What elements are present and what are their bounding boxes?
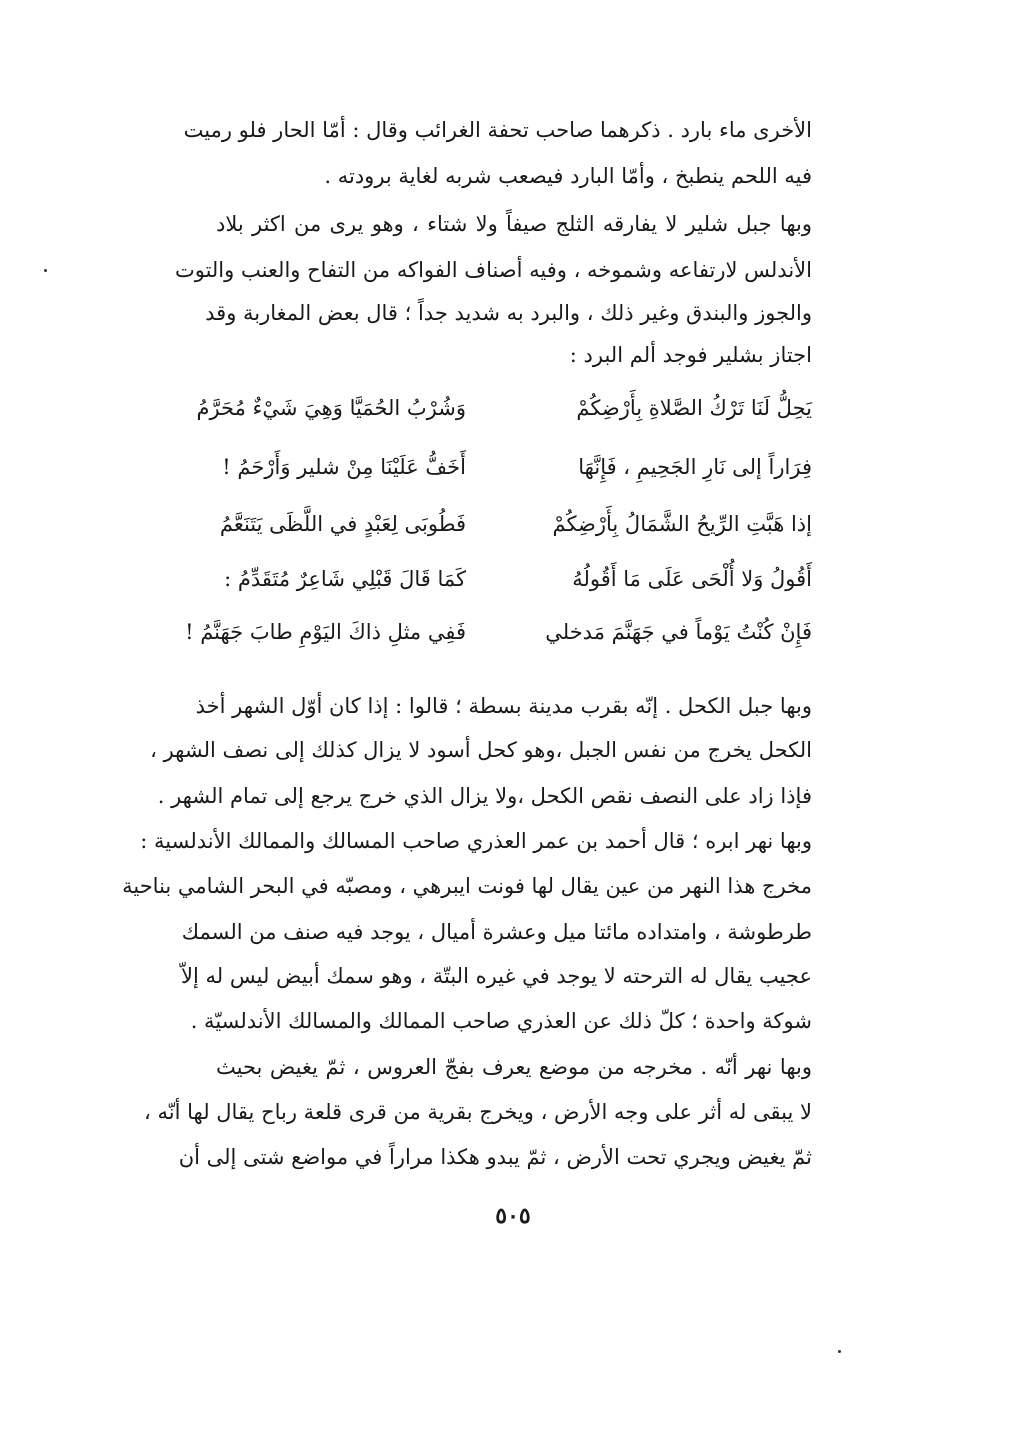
poem-hemistich-first: فَإِنْ كُنْتُ يَوْماً في جَهَنَّمَ مَدخلي bbox=[545, 620, 812, 644]
poem-hemistich-first: يَحِلُّ لَنَا تَرْكُ الصَّلاةِ بِأَرْضِكُمْ bbox=[576, 396, 812, 420]
poem-hemistich-second: فَفِي مثلِ ذاكَ اليَوْمِ طابَ جَهَنَّمُ ! bbox=[185, 620, 466, 644]
text-line: عجيب يقال له الترحته لا يوجد في غيره البتّة ، وهو سمك أبيض ليس له إلاّ bbox=[181, 964, 812, 988]
poem-hemistich-second: وَشُرْبُ الحُمَيَّا وَهِيَ شَيْءٌ مُحَرَّمُ bbox=[196, 396, 466, 420]
text-line: مخرج هذا النهر من عين يقال لها فونت ايبرهي ، ومصبّه في البحر الشامي بناحية bbox=[122, 874, 812, 898]
poem-hemistich-first: أَقُولُ وَلا أُلْحَى عَلَى مَا أَقُولُهُ bbox=[572, 567, 812, 591]
poem-hemistich-second: أَخَفُّ عَلَيْنَا مِنْ شلير وَأَرْحَمُ ! bbox=[222, 455, 466, 479]
text-line: والجوز والبندق وغير ذلك ، والبرد به شديد جداً ؛ قال بعض المغاربة وقد bbox=[205, 301, 812, 325]
text-line: ثمّ يغيض ويجري تحت الأرض ، ثمّ يبدو هكذا مراراً في مواضع شتى إلى أن bbox=[178, 1145, 812, 1169]
page-number: ٥٠٥ bbox=[495, 1203, 531, 1229]
poem-hemistich-second: كَمَا قَالَ قَبْلِي شَاعِرٌ مُتَقَدِّمُ : bbox=[224, 567, 466, 591]
scan-speck bbox=[44, 269, 47, 272]
text-line: فإذا زاد على النصف نقص الكحل ،ولا يزال الذي خرج يرجع إلى تمام الشهر . bbox=[157, 784, 812, 808]
text-line: الأخرى ماء بارد . ذكرهما صاحب تحفة الغرائب وقال : أمّا الحار فلو رميت bbox=[183, 118, 812, 142]
text-line: الكحل يخرج من نفس الجبل ،وهو كحل أسود لا يزال كذلك إلى نصف الشهر ، bbox=[150, 738, 812, 762]
text-line: وبها نهر ابره ؛ قال أحمد بن عمر العذري صاحب المسالك والممالك الأندلسية : bbox=[140, 829, 812, 853]
text-line: لا يبقى له أثر على وجه الأرض ، ويخرج بقرية من قرى قلعة رباح يقال لها أنّه ، bbox=[144, 1100, 812, 1124]
poem-hemistich-first: إذا هَبَّتِ الرِّيحُ الشَّمَالُ بِأَرْضِكُمْ bbox=[552, 512, 812, 536]
text-line: طرطوشة ، وامتداده مائتا ميل وعشرة أميال ، يوجد فيه صنف من السمك bbox=[181, 920, 812, 944]
text-line: وبها نهر أنّه . مخرجه من موضع يعرف بفجّ العروس ، ثمّ يغيض بحيث bbox=[216, 1055, 812, 1079]
text-line: شوكة واحدة ؛ كلّ ذلك عن العذري صاحب الممالك والمسالك الأندلسيّة . bbox=[190, 1009, 812, 1033]
poem-hemistich-first: فِرَاراً إلى نَارِ الجَحِيمِ ، فَإِنَّهَا bbox=[578, 455, 812, 479]
text-line: وبها جبل شلير لا يفارقه الثلج صيفاً ولا شتاء ، وهو يرى من اكثر بلاد bbox=[216, 212, 812, 236]
scan-speck bbox=[838, 1350, 841, 1353]
text-line: فيه اللحم ينطبخ ، وأمّا البارد فيصعب شربه لغاية برودته . bbox=[324, 164, 812, 188]
text-line: اجتاز بشلير فوجد ألم البرد : bbox=[569, 343, 812, 367]
poem-hemistich-second: فَطُوبَى لِعَبْدٍ في اللَّظَى يَتَنَعَّمُ bbox=[219, 512, 466, 536]
text-line: وبها جبل الكحل . إنّه بقرب مدينة بسطة ؛ قالوا : إذا كان أوّل الشهر أخذ bbox=[195, 694, 812, 718]
text-line: الأندلس لارتفاعه وشموخه ، وفيه أصناف الفواكه من التفاح والعنب والتوت bbox=[174, 258, 812, 282]
